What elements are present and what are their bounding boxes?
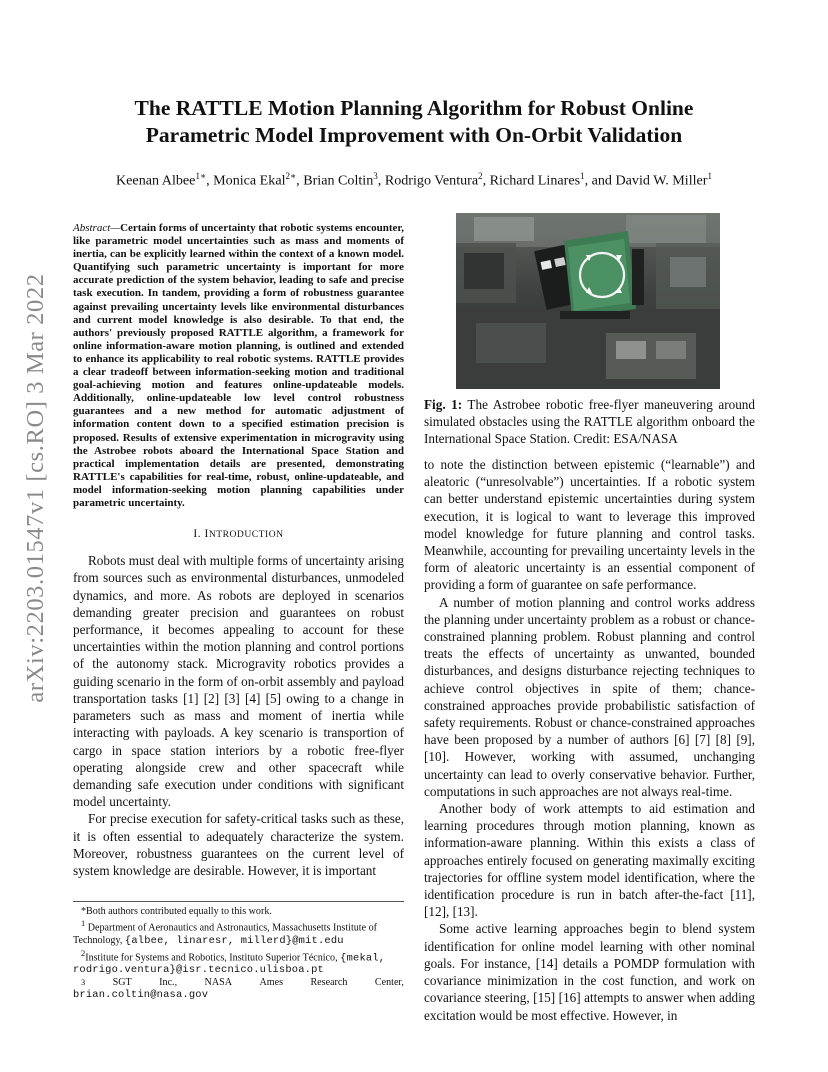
paper-title [90,95,738,149]
footnote-3-word: SGT [112,976,132,988]
paragraph: to note the distinction between epistemic (“learnable”) and aleatoric (“unresolvable”) uncertainties. If a robotic system can better understand epistemic uncertainties during system execution, it is logical to want to leverage this improved model knowledge for future planning and control tasks. Meanwhile, accounting for prevailing uncertainty levels in the form of aleatoric uncertainty is an essential component of providing a form of guarantee on safe performance. [424,457,755,593]
footnote-3 [73,977,404,989]
footnote-marker: 1 [81,919,86,929]
author-affiliation: 1∗ [195,171,207,181]
left-column [73,222,404,879]
author-affiliation: 1 [580,171,585,181]
author-name: Keenan Albee [116,172,196,189]
paragraph: For precise execution for safety-critical tasks such as these, it is often essential to adequately characterize the system. Moreover, robustness guarantees on the current level of system knowledge are desirable. However, it is important [73,811,404,878]
title-line-2: Parametric Model Improvement with On-Orbit Validation [145,123,683,147]
author-affiliation: 2 [478,171,483,181]
paragraph: Some active learning approaches begin to blend system identification for online model learning with other nominal goals. For instance, [14] details a POMDP formulation with covariance minimization in the cost function, and work on covariance steering, [15] [16] attempts to answer when adding excitation would be most effective. However, in [424,921,755,1023]
footnote-3-word: NASA [204,976,233,988]
paragraph: Robots must deal with multiple forms of uncertainty arising from sources such as environmental disturbances, unmodeled dynamics, and more. As robots are deployed in scenarios demanding greater precision and guarantees on robust performance, it becomes appealing to account for these uncertainties within the motion planning and control portions of the autonomy stack. Microgravity robotics provides a guiding scenario in the form of on-orbit assembly and payload transportation tasks [1] [2] [3] [4] [5] owing to a change in parameters such as mass and moment of inertia while interacting with payloads. A key scenario is transportion of cargo in space station interiors by a robotic free-flyer operating alongside crew and other spacecraft while demanding safe execution under conditions with significant model uncertainty. [73,553,404,810]
section-heading-introduction [73,526,404,543]
abstract-lead: Abstract— [73,222,121,234]
figure-caption-text: The Astrobee robotic free-flyer maneuvering around simulated obstacles using the RATTLE algorithm onboard the International Space Station. Credit: ESA/NASA [424,397,755,447]
astrobee-photo-illustration [456,213,720,389]
footnote-1 [73,918,404,947]
footnote-2-text: Institute for Systems and Robotics, Instituto Superior Técnico, [85,951,341,963]
author-name: Richard Linares [489,172,581,189]
author-name: Monica Ekal [213,172,286,189]
paragraph: A number of motion planning and control works address the planning under uncertainty problem as a robust or chance-constrained planning problem. Robust planning and control treats the effects of uncertainty as unwanted, bounded disturbances, and designs disturbance rejecting techniques to achieve control objectives in spite of them; chance-constrained approaches provide probabilistic satisfaction of safety requirements. Robust or chance-constrained approaches have been proposed by a number of authors [6] [7] [8] [9], [10]. However, working with assumed, unchanging uncertainty can lead to overly conservative behavior. Further, computations in such approaches are not always real-time. [424,594,755,799]
author-name: Brian Coltin [303,172,374,189]
footnote-3-word: Research [310,976,348,988]
astrobee-photo [456,213,720,389]
footnote-3-word: Center, [374,976,404,988]
arxiv-identifier [16,273,56,703]
footnotes [73,901,404,1002]
footnote-1-email: {albee, linaresr, millerd}@mit.edu [124,935,344,948]
author-separator: , [377,172,385,189]
footnote-2 [73,948,404,977]
footnote-equal-contribution: *Both authors contributed equally to this work. [81,906,272,917]
footnote-3-word: Ames [259,976,284,988]
author-name: David W. Miller [615,172,708,189]
section-initial: I [204,528,209,541]
section-smallcaps: NTRODUCTION [208,529,284,541]
footnote-1-text: Department of Aeronautics and Astronautics, Massachusetts Institute of Technology, [73,922,378,947]
abstract-text: Certain forms of uncertainty that robotic systems encounter, like parametric model uncertainties such as mass and moments of inertia, can be explicitly learned within the context of a known model. Quantifying such parametric uncertainty is important for more accurate prediction of the system behavior, leading to safe and precise task execution. In tandem, providing a form of robustness guarantee against prevailing uncertainty levels like environmental disturbances and current model knowledge is also desirable. To that end, the authors' previously proposed RATTLE algorithm, a framework for online information-aware motion planning, is outlined and extended to enhance its applicability to real robotic systems. RATTLE provides a clear tradeoff between information-seeking motion and traditional goal-achieving motion and features online-updateable models. Additionally, online-updateable low level control robustness guarantees and a new method for automatic adjustment of information content down to a specified estimation precision is proposed. Results of extensive experimentation in microgravity using the Astrobee robots aboard the International Space Station and practical implementation details are presented, demonstrating RATTLE's capabilities for real-time, robust, online-updateable, and model information-seeking motion planning capabilities under parametric uncertainty. [73,222,404,509]
footnote-3-email: brian.coltin@nasa.gov [73,989,209,1002]
figure-label: Fig. 1: [424,397,463,412]
author-separator: , and [584,172,616,189]
footnote-marker: 3 [81,977,86,987]
footnote-3-word: Inc., [159,976,178,988]
abstract [73,222,404,510]
section-number: I. [193,528,205,541]
figure-caption [424,396,755,448]
right-column [424,456,755,1024]
author-separator: , [482,172,490,189]
paragraph: Another body of work attempts to aid estimation and learning procedures through motion planning, known as information-aware planning. Within this exists a class of approaches entirely focused on generating maximally exciting trajectories for offline system model identification, where the identification procedure is run in batch after-the-fact [11], [12], [13]. [424,801,755,920]
author-separator: , [206,172,214,189]
title-line-1: The RATTLE Motion Planning Algorithm for Robust Online [134,96,694,120]
author-list [60,171,768,190]
arxiv-id-text: arXiv:2203.01547v1 [cs.RO] 3 Mar 2022 [22,273,49,703]
author-affiliation: 1 [707,171,712,181]
footnote-2-email: {mekal, rodrigo.ventura}@isr.tecnico.ulisboa.pt [73,951,386,977]
author-affiliation: 2∗ [285,171,297,181]
author-separator: , [296,172,304,189]
author-affiliation: 3 [373,171,378,181]
author-name: Rodrigo Ventura [384,172,479,189]
footnote-marker: 2 [81,948,86,958]
